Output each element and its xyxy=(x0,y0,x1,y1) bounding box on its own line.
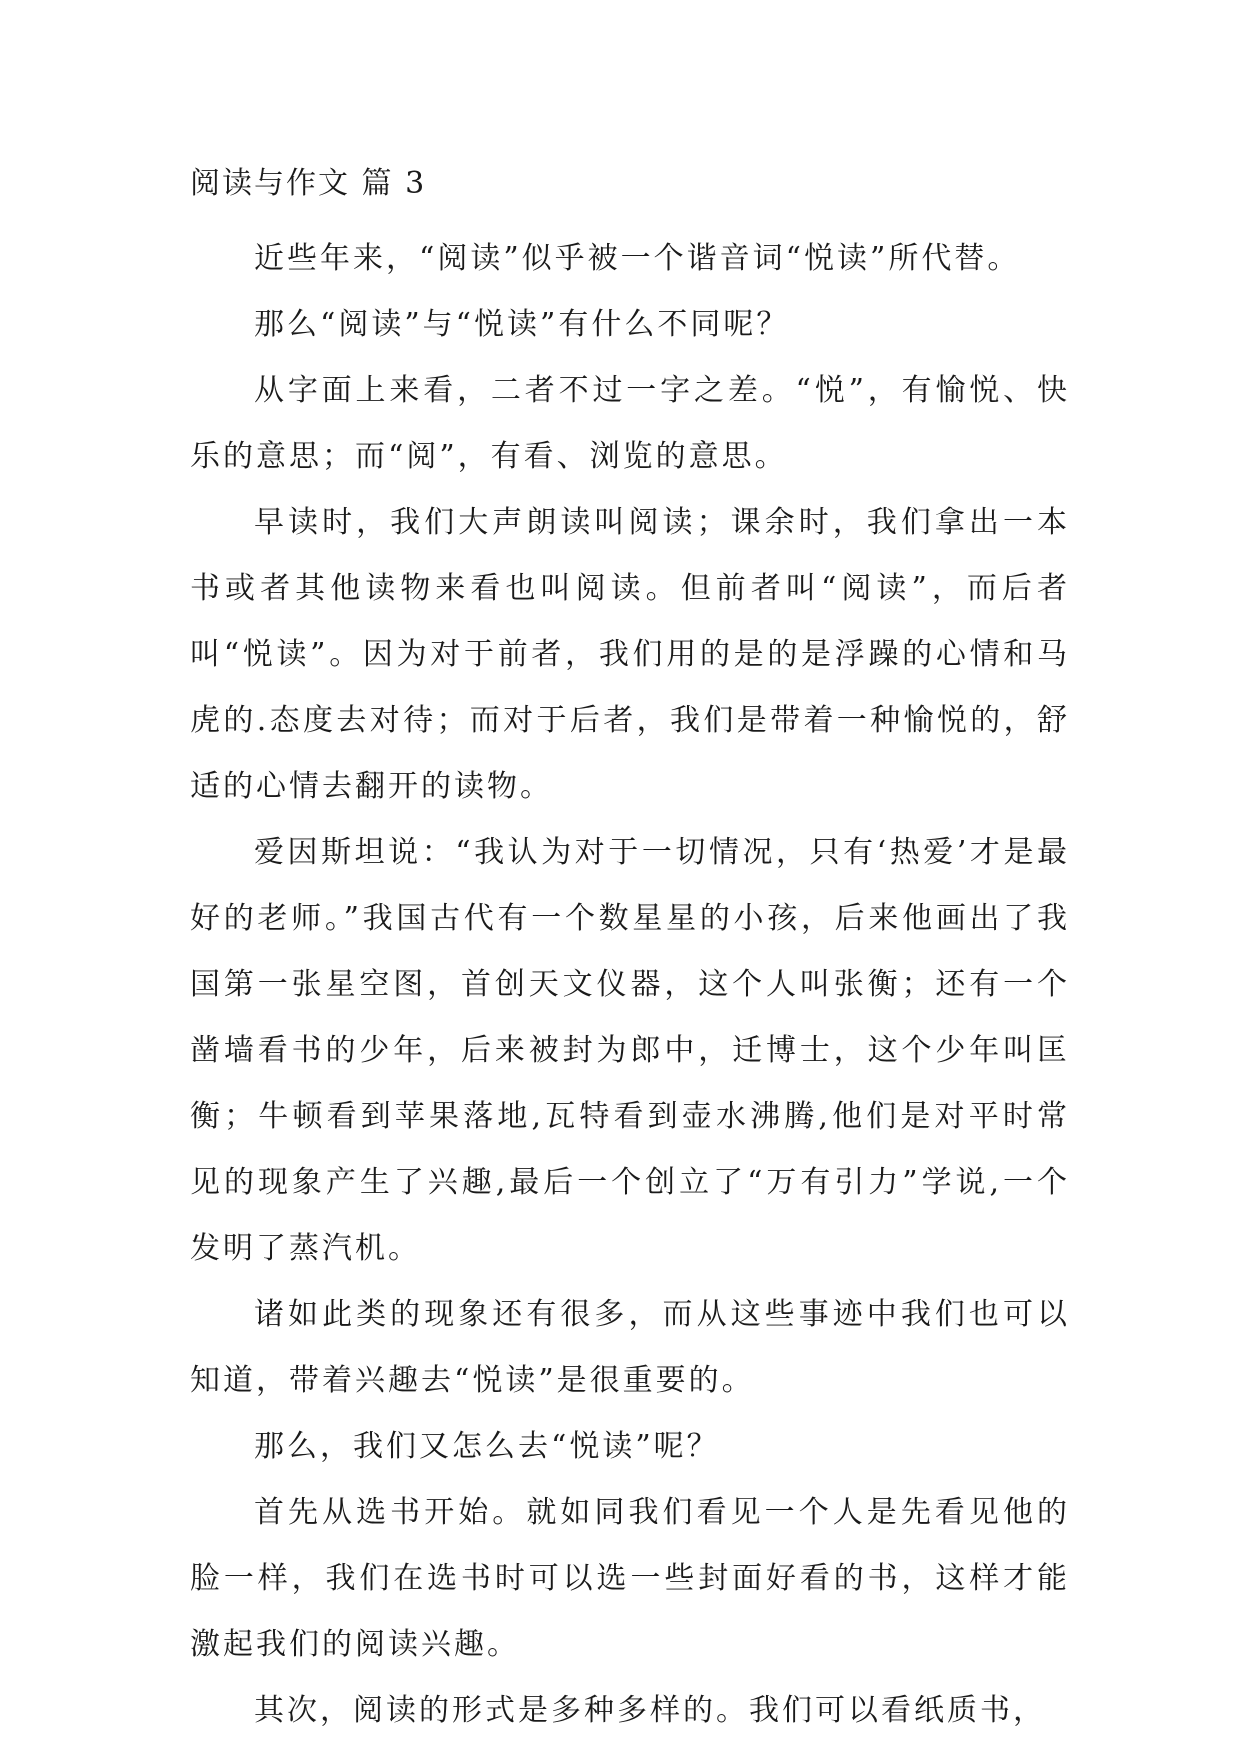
paragraph: 那么“阅读”与“悦读”有什么不同呢？ xyxy=(254,307,790,342)
paragraph: 那么，我们又怎么去“悦读”呢？ xyxy=(254,1429,720,1464)
document-page xyxy=(190,160,1070,1744)
paragraph: 诸如此类的现象还有很多，而从这些事迹中我们也可以知道，带着兴趣去“悦读”是很重要的。 xyxy=(190,1297,1070,1398)
paragraph: 从字面上来看，二者不过一字之差。“悦”，有愉悦、快乐的意思；而“阅”，有看、浏览的意思。 xyxy=(190,373,1070,474)
paragraph: 首先从选书开始。就如同我们看见一个人是先看见他的脸一样，我们在选书时可以选一些封面好看的书，这样才能激起我们的阅读兴趣。 xyxy=(190,1495,1070,1662)
paragraph: 近些年来，“阅读”似乎被一个谐音词“悦读”所代替。 xyxy=(254,241,1021,276)
document-title: 阅读与作文 篇 3 xyxy=(190,166,427,201)
paragraph: 早读时，我们大声朗读叫阅读；课余时，我们拿出一本书或者其他读物来看也叫阅读。但前者叫“阅读”，而后者叫“悦读”。因为对于前者，我们用的是的是浮躁的心情和马虎的.态度去对待；而对于后者，我们是带着一种愉悦的，舒适的心情去翻开的读物。 xyxy=(190,505,1070,804)
paragraph: 爱因斯坦说：“我认为对于一切情况，只有‘热爱’才是最好的老师。”我国古代有一个数星星的小孩，后来他画出了我国第一张星空图，首创天文仪器，这个人叫张衡；还有一个凿墙看书的少年，后来被封为郎中，迁博士，这个少年叫匡衡；牛顿看到苹果落地,瓦特看到壶水沸腾,他们是对平时常见的现象产生了兴趣,最后一个创立了“万有引力”学说,一个发明了蒸汽机。 xyxy=(190,835,1070,1266)
paragraph: 其次，阅读的形式是多种多样的。我们可以看纸质书， xyxy=(254,1693,1046,1728)
